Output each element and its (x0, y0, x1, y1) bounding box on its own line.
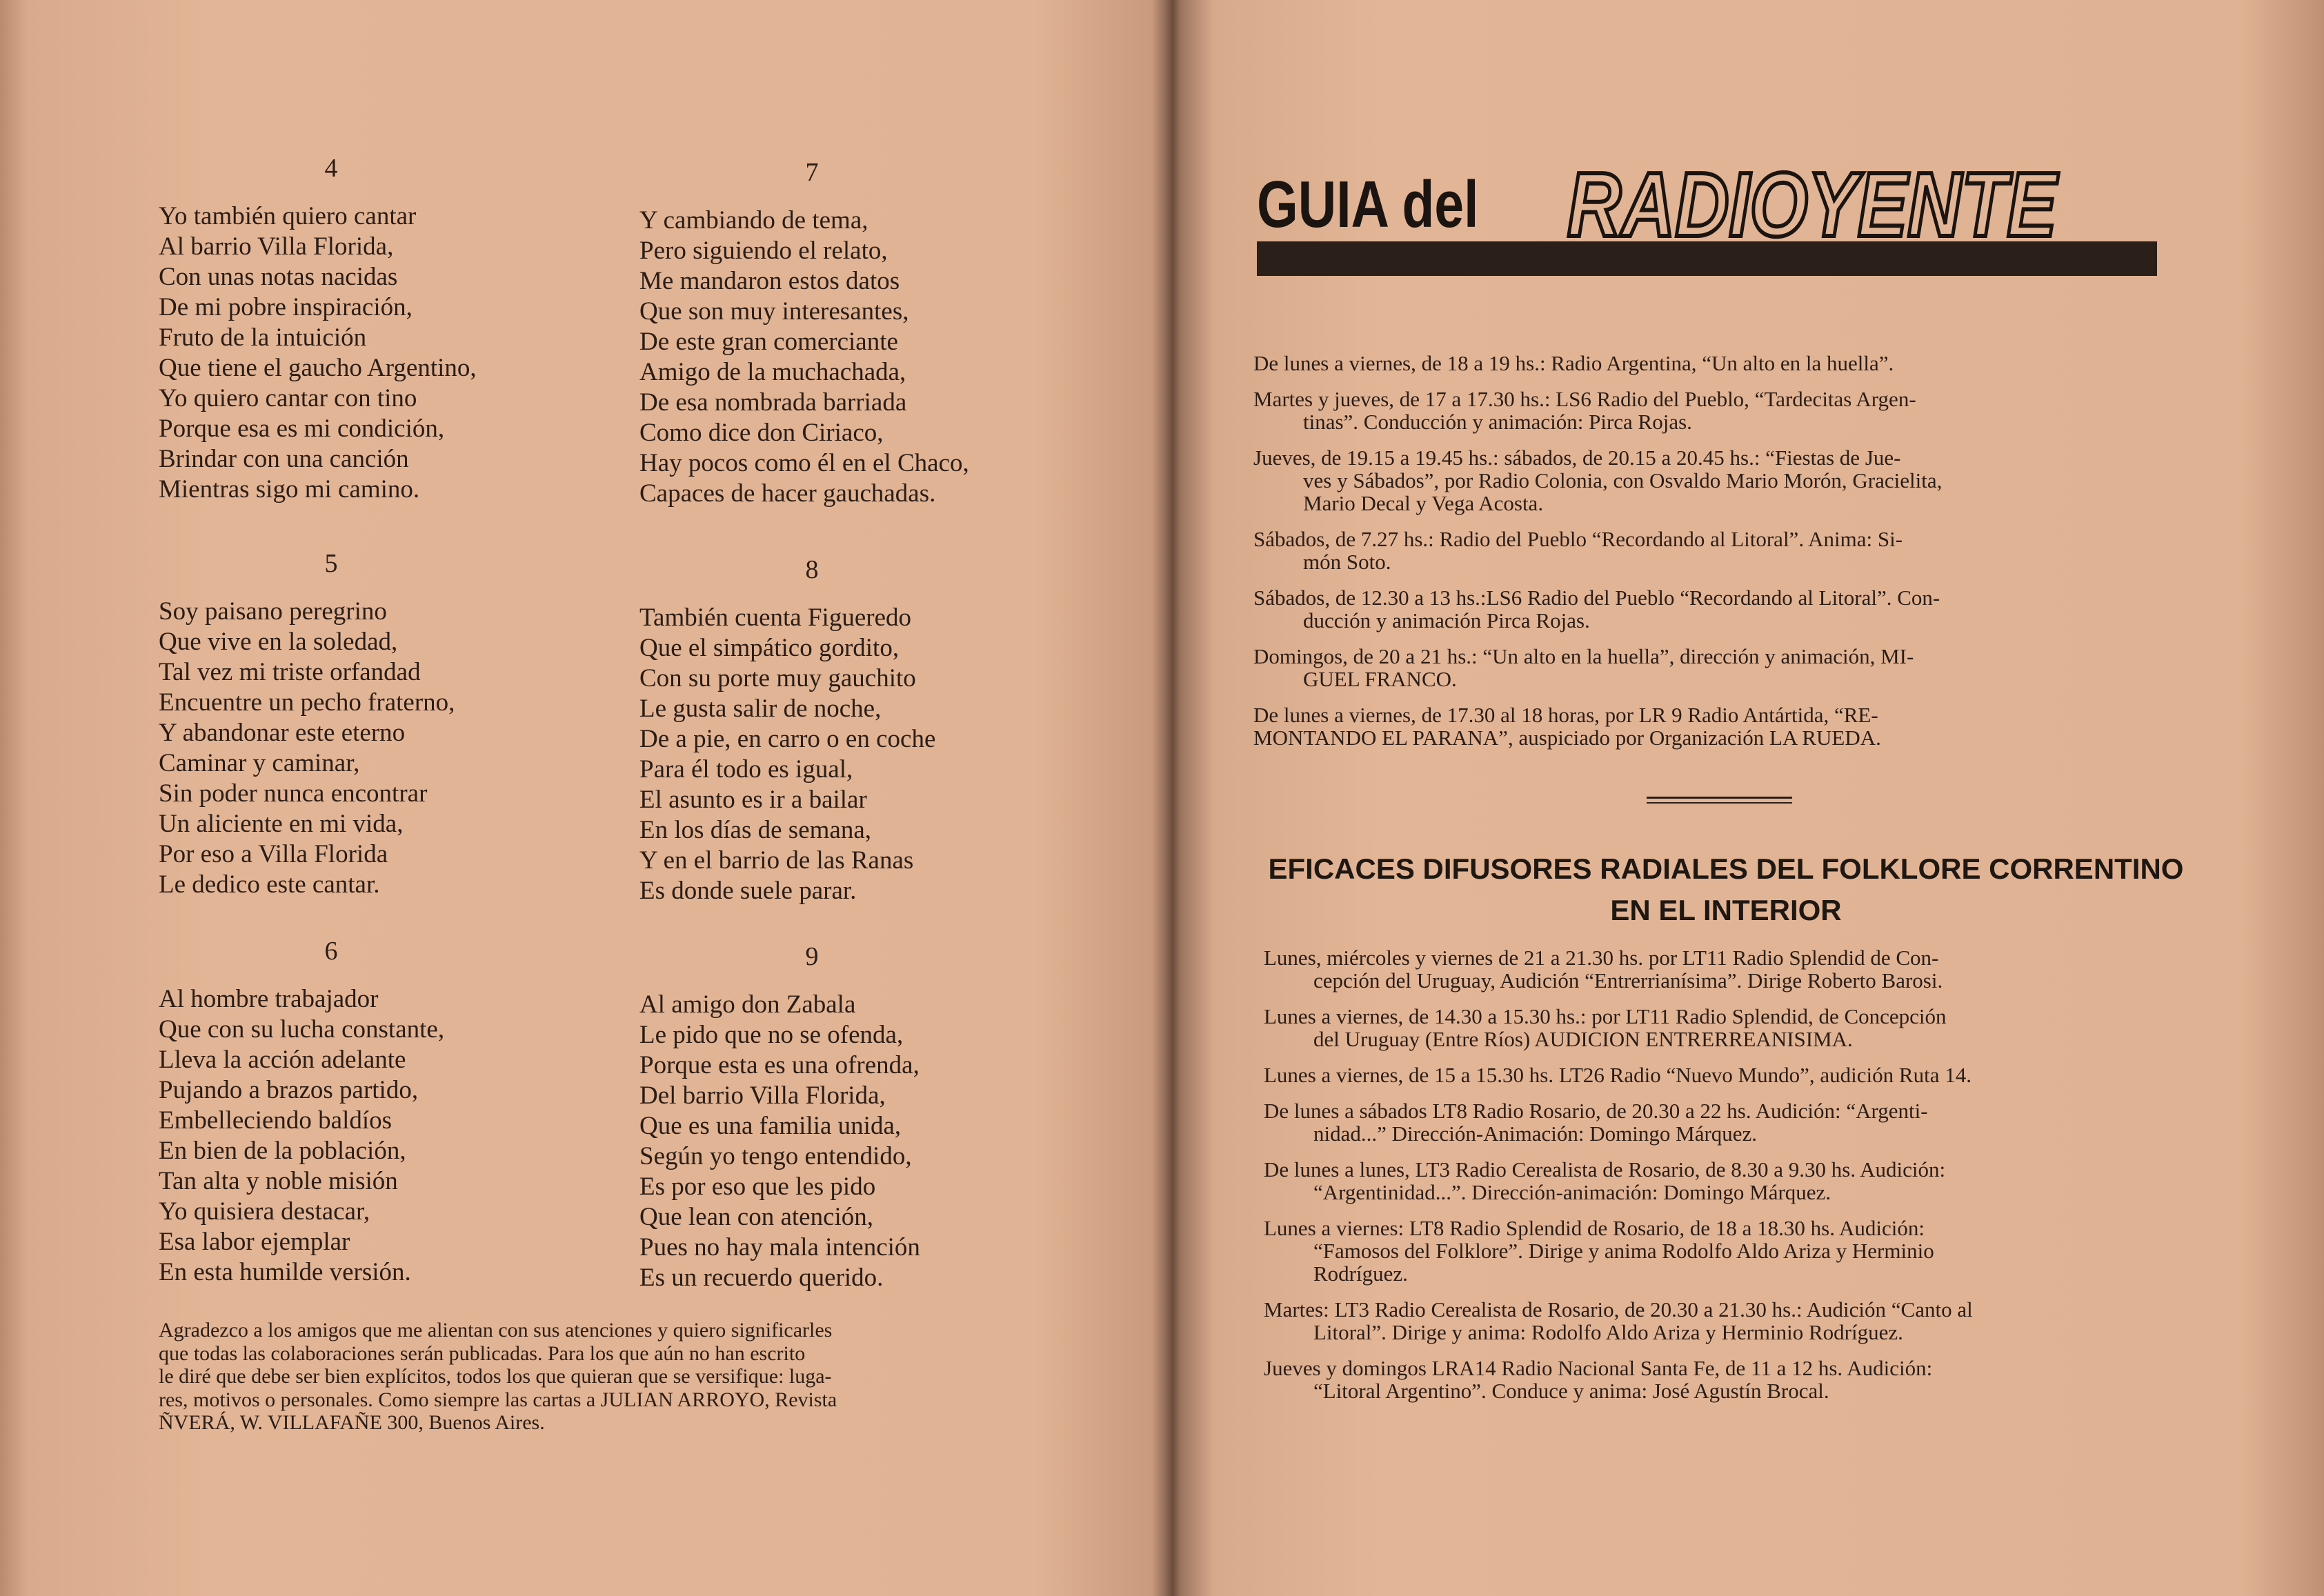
schedule-entry (1264, 1217, 2202, 1285)
verse-line: Yo quiero cantar con tino (159, 384, 417, 412)
verse-line: Que es una familia unida, (639, 1112, 902, 1140)
verse-line: En los días de semana, (639, 816, 871, 844)
verse-line: De a pie, en carro o en coche (639, 725, 936, 753)
entry-line: Sábados, de 12.30 a 13 hs.:LS6 Radio del Pueblo “Recordando al Litoral”. Con- (1253, 586, 1940, 610)
verse-line: Yo quisiera destacar, (159, 1197, 370, 1226)
entry-line: Lunes, miércoles y viernes de 21 a 21.30 hs. por LT11 Radio Splendid de Con- (1264, 946, 1939, 970)
verse-line: Que son muy interesantes, (639, 297, 909, 326)
schedule-entry (1253, 446, 2192, 515)
entry-line: Martes: LT3 Radio Cerealista de Rosario, de 20.30 a 21.30 hs.: Audición “Canto al (1264, 1297, 1973, 1321)
entry-line: Sábados, de 7.27 hs.: Radio del Pueblo “Recordando al Litoral”. Anima: Si- (1253, 527, 1903, 551)
verse-line: Le dedico este cantar. (159, 870, 380, 899)
verse-line: Me mandaron estos datos (639, 267, 900, 295)
note-line: ÑVERÁ, W. VILLAFAÑE 300, Buenos Aires. (159, 1411, 545, 1434)
verse-line: Al amigo don Zabala (639, 990, 856, 1019)
verse-line: El asunto es ir a bailar (639, 786, 867, 814)
verse-line: Tan alta y noble misión (159, 1167, 398, 1195)
verse-line: Caminar y caminar, (159, 749, 360, 777)
verse-line: Al hombre trabajador (159, 985, 379, 1013)
stanza-number: 5 (324, 549, 338, 578)
schedule-entry (1253, 388, 2192, 433)
folklore-schedule-list (1264, 946, 2202, 1415)
schedule-entry (1264, 1099, 2202, 1145)
entry-line: Mario Decal y Vega Acosta. (1303, 491, 1544, 515)
verse-line: De este gran comerciante (639, 328, 898, 356)
verse-line: Que vive en la soledad, (159, 628, 398, 656)
schedule-entry (1264, 946, 2202, 992)
entry-line: De lunes a lunes, LT3 Radio Cerealista de Rosario, de 8.30 a 9.30 hs. Audición: (1264, 1157, 1946, 1181)
entry-line: cepción del Uruguay, Audición “Entrerrianísima”. Dirige Roberto Barosi. (1313, 968, 1943, 992)
verse-line: Y cambiando de tema, (639, 206, 868, 235)
verse-line: Es un recuerdo querido. (639, 1264, 884, 1292)
entry-line: Lunes a viernes: LT8 Radio Splendid de Rosario, de 18 a 18.30 hs. Audición: (1264, 1216, 1925, 1240)
verse-line: Pero siguiendo el relato, (639, 237, 888, 265)
author-note (159, 1319, 1086, 1435)
verse-line: Un aliciente en mi vida, (159, 810, 404, 838)
schedule-entry (1264, 1357, 2202, 1402)
entry-line: “Famosos del Folklore”. Dirige y anima Rodolfo Aldo Ariza y Herminio (1313, 1239, 1934, 1263)
schedule-entry (1264, 1298, 2202, 1344)
verse-line: Fruto de la intuición (159, 323, 367, 352)
verse-line: Porque esa es mi condición, (159, 415, 445, 443)
verse-line: Embelleciendo baldíos (159, 1106, 393, 1135)
section-heading-line: EFICACES DIFUSORES RADIALES DEL FOLKLORE CORRENTINO (1268, 852, 2184, 885)
radio-schedule-list (1253, 352, 2192, 762)
verse-line: Sin poder nunca encontrar (159, 779, 428, 808)
section-title-logo (1257, 153, 2157, 291)
entry-line: tinas”. Conducción y animación: Pirca Rojas. (1303, 410, 1692, 434)
verse-line: Y en el barrio de las Ranas (639, 846, 914, 875)
stanza-number: 4 (324, 154, 338, 183)
note-line: Agradezco a los amigos que me alientan con sus atenciones y quiero significarles (159, 1319, 833, 1341)
note-line: le diré que debe ser bien explícitos, todos los que quieran que se versifique: luga- (159, 1365, 832, 1388)
verse-line: Mientras sigo mi camino. (159, 475, 420, 503)
verse-line: Brindar con una canción (159, 445, 409, 473)
stanza (639, 157, 1095, 509)
verse-line: Que el simpático gordito, (639, 634, 900, 662)
verse-line: Que lean con atención, (639, 1203, 874, 1231)
entry-line: Litoral”. Dirige y anima: Rodolfo Aldo Ariza y Herminio Rodríguez. (1313, 1320, 1903, 1344)
stanza-number: 9 (805, 942, 819, 971)
verse-line: Que con su lucha constante, (159, 1015, 445, 1044)
verse-line: Porque esta es una ofrenda, (639, 1051, 920, 1079)
verse-line: Le gusta salir de noche, (639, 695, 882, 723)
verse-line: En bien de la población, (159, 1137, 406, 1165)
verse-line: Amigo de la muchachada, (639, 358, 906, 386)
entry-line: Jueves, de 19.15 a 19.45 hs.: sábados, de 20.15 a 20.45 hs.: “Fiestas de Jue- (1253, 446, 1901, 470)
verse-line: Yo también quiero cantar (159, 202, 417, 230)
entry-line: Lunes a viernes, de 14.30 a 15.30 hs.: por LT11 Radio Splendid, de Concepción (1264, 1004, 1947, 1028)
schedule-entry (1264, 1158, 2202, 1204)
entry-line: “Argentinidad...”. Dirección-animación: Domingo Márquez. (1313, 1180, 1831, 1204)
schedule-entry (1253, 352, 2192, 375)
verse-line: Es donde suele parar. (639, 877, 857, 905)
divider (1647, 797, 1792, 804)
stanza (159, 153, 614, 505)
entry-line: “Litoral Argentino”. Conduce y anima: José Agustín Brocal. (1313, 1379, 1829, 1403)
stanza (639, 941, 1095, 1293)
verse-line: Pues no hay mala intención (639, 1233, 920, 1261)
stanza-number: 7 (805, 158, 819, 187)
stanza-number: 8 (805, 555, 819, 584)
stanza-number: 6 (324, 937, 338, 966)
stanza (639, 555, 1095, 906)
entry-line: De lunes a sábados LT8 Radio Rosario, de 20.30 a 22 hs. Audición: “Argenti- (1264, 1099, 1928, 1123)
verse-line: Soy paisano peregrino (159, 597, 387, 626)
entry-line: Domingos, de 20 a 21 hs.: “Un alto en la huella”, dirección y animación, MI- (1253, 644, 1914, 668)
entry-line: món Soto. (1303, 550, 1391, 574)
entry-line: MONTANDO EL PARANA”, auspiciado por Organización LA RUEDA. (1253, 726, 1881, 750)
verse-line: De mi pobre inspiración, (159, 293, 413, 321)
verse-line: Esa labor ejemplar (159, 1228, 350, 1256)
verse-line: De esa nombrada barriada (639, 388, 907, 417)
verse-line: Lleva la acción adelante (159, 1046, 406, 1074)
entry-line: del Uruguay (Entre Ríos) AUDICION ENTRERREANISIMA. (1313, 1027, 1853, 1051)
verse-line: En esta humilde versión. (159, 1258, 411, 1286)
verse-line: Con unas notas nacidas (159, 263, 398, 291)
entry-line: Martes y jueves, de 17 a 17.30 hs.: LS6 Radio del Pueblo, “Tardecitas Argen- (1253, 387, 1916, 411)
verse-line: Para él todo es igual, (639, 755, 853, 784)
stanza (159, 936, 614, 1288)
verse-line: Es por eso que les pido (639, 1173, 876, 1201)
section-heading (1257, 848, 2195, 931)
note-line: que todas las colaboraciones serán publicadas. Para los que aún no han escrito (159, 1341, 806, 1365)
verse-line: Al barrio Villa Florida, (159, 232, 394, 261)
entry-line: Jueves y domingos LRA14 Radio Nacional Santa Fe, de 11 a 12 hs. Audición: (1264, 1356, 1933, 1380)
verse-line: Según yo tengo entendido, (639, 1142, 912, 1170)
verse-line: Del barrio Villa Florida, (639, 1081, 886, 1110)
entry-line: GUEL FRANCO. (1303, 667, 1457, 691)
entry-line: ducción y animación Pirca Rojas. (1303, 608, 1590, 632)
schedule-entry (1264, 1005, 2202, 1050)
schedule-entry (1253, 586, 2192, 632)
title-part-2: RADIOYENTE (1567, 154, 2057, 255)
stanza (159, 548, 614, 900)
verse-line: Pujando a brazos partido, (159, 1076, 419, 1104)
schedule-entry (1253, 645, 2192, 690)
entry-line: De lunes a viernes, de 18 a 19 hs.: Radio Argentina, “Un alto en la huella”. (1253, 351, 1894, 375)
schedule-entry (1264, 1064, 2202, 1086)
schedule-entry (1253, 704, 2192, 749)
entry-line: nidad...” Dirección-Animación: Domingo Márquez. (1313, 1121, 1758, 1146)
verse-line: Como dice don Ciriaco, (639, 419, 884, 447)
verse-line: Le pido que no se ofenda, (639, 1021, 904, 1049)
entry-line: Rodríguez. (1313, 1261, 1408, 1286)
verse-line: Encuentre un pecho fraterno, (159, 688, 455, 717)
verse-line: Por eso a Villa Florida (159, 840, 388, 868)
schedule-entry (1253, 528, 2192, 573)
verse-line: Hay pocos como él en el Chaco, (639, 449, 969, 477)
verse-line: Y abandonar este eterno (159, 719, 406, 747)
verse-line: Capaces de hacer gauchadas. (639, 479, 936, 508)
entry-line: ves y Sábados”, por Radio Colonia, con Osvaldo Mario Morón, Gracielita, (1303, 468, 1943, 492)
verse-line: Tal vez mi triste orfandad (159, 658, 421, 686)
section-heading-line: EN EL INTERIOR (1610, 894, 1842, 926)
verse-line: Que tiene el gaucho Argentino, (159, 354, 477, 382)
entry-line: Lunes a viernes, de 15 a 15.30 hs. LT26 Radio “Nuevo Mundo”, audición Ruta 14. (1264, 1063, 1972, 1087)
entry-line: De lunes a viernes, de 17.30 al 18 horas, por LR 9 Radio Antártida, “RE- (1253, 703, 1878, 727)
right-page (1181, 0, 2324, 1596)
verse-line: También cuenta Figueredo (639, 604, 911, 632)
verse-line: Con su porte muy gauchito (639, 664, 916, 692)
title-part-1: GUIA del (1257, 168, 1479, 241)
note-line: res, motivos o personales. Como siempre las cartas a JULIAN ARROYO, Revista (159, 1388, 837, 1411)
